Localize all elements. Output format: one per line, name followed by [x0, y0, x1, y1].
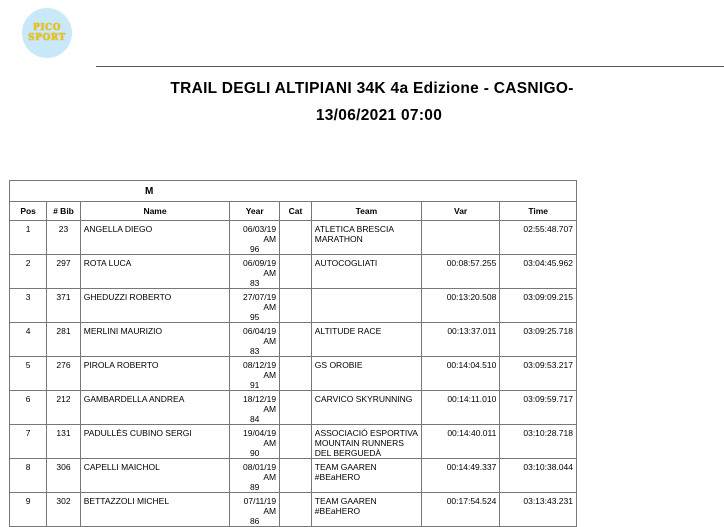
- year-date-value: 08/01/19: [243, 462, 277, 472]
- cell-year: [230, 255, 280, 289]
- cell-name: PADULLÉS CUBINO SERGI: [80, 425, 230, 459]
- cell-var: 00:17:54.524: [421, 493, 499, 527]
- col-header-cat: Cat: [280, 202, 312, 221]
- cell-time: 02:55:48.707: [500, 221, 577, 255]
- cell-pos: 7: [10, 425, 47, 459]
- cell-year: [230, 357, 280, 391]
- cell-pos: 8: [10, 459, 47, 493]
- table-row: [10, 459, 577, 493]
- cell-bib: 281: [47, 323, 81, 357]
- year-date: [233, 326, 276, 346]
- year-ampm: AM: [263, 268, 277, 278]
- cell-bib: 297: [47, 255, 81, 289]
- cell-cat: [280, 391, 312, 425]
- cell-year: [230, 425, 280, 459]
- cell-pos: 1: [10, 221, 47, 255]
- cell-bib: 302: [47, 493, 81, 527]
- table-row: [10, 323, 577, 357]
- table-row: [10, 493, 577, 527]
- cell-var: 00:14:04.510: [421, 357, 499, 391]
- cell-cat: [280, 493, 312, 527]
- cell-year: [230, 289, 280, 323]
- cell-team: CARVICO SKYRUNNING: [311, 391, 421, 425]
- cell-pos: 3: [10, 289, 47, 323]
- year-ampm: AM: [263, 370, 277, 380]
- year-date-value: 06/03/19: [243, 224, 277, 234]
- table-row: [10, 357, 577, 391]
- cell-cat: [280, 289, 312, 323]
- cell-var: 00:14:11.010: [421, 391, 499, 425]
- column-header-row: [10, 202, 577, 221]
- logo-text-line1: PICO: [33, 23, 61, 33]
- year-suffix: 83: [249, 346, 260, 356]
- cell-team: ASSOCIACIÓ ESPORTIVA MOUNTAIN RUNNERS DEL BERGUEDÀ: [311, 425, 421, 459]
- cell-pos: 9: [10, 493, 47, 527]
- year-ampm: AM: [263, 336, 277, 346]
- cell-bib: 371: [47, 289, 81, 323]
- cell-cat: [280, 255, 312, 289]
- header-divider: [96, 66, 724, 67]
- col-header-pos: Pos: [10, 202, 47, 221]
- year-suffix: 89: [249, 482, 260, 492]
- results-body: [10, 221, 577, 527]
- cell-time: 03:10:38.044: [500, 459, 577, 493]
- table-row: [10, 425, 577, 459]
- year-date: [233, 360, 276, 380]
- cell-name: ANGELLA DIEGO: [80, 221, 230, 255]
- cell-cat: [280, 221, 312, 255]
- cell-time: 03:09:59.717: [500, 391, 577, 425]
- year-ampm: AM: [263, 472, 277, 482]
- year-suffix: 84: [249, 414, 260, 424]
- year-suffix: 86: [249, 516, 260, 526]
- cell-name: GHEDUZZI ROBERTO: [80, 289, 230, 323]
- cell-team: [311, 289, 421, 323]
- year-date-value: 08/12/19: [243, 360, 277, 370]
- cell-bib: 212: [47, 391, 81, 425]
- pico-sport-logo: [22, 8, 72, 58]
- col-header-bib: # Bib: [47, 202, 81, 221]
- year-date-value: 19/04/19: [243, 428, 277, 438]
- event-date-time: 13/06/2021 07:00: [315, 107, 443, 124]
- cell-cat: [280, 323, 312, 357]
- year-ampm: AM: [263, 404, 277, 414]
- cell-var: 00:14:40.011: [421, 425, 499, 459]
- year-ampm: AM: [263, 234, 277, 244]
- cell-team: GS OROBIE: [311, 357, 421, 391]
- cell-pos: 4: [10, 323, 47, 357]
- cell-var: 00:13:20.508: [421, 289, 499, 323]
- year-date-value: 18/12/19: [243, 394, 277, 404]
- table-row: [10, 221, 577, 255]
- cell-team: AUTOCOGLIATI: [311, 255, 421, 289]
- year-date: [233, 224, 276, 244]
- year-date: [233, 292, 276, 312]
- cell-bib: 276: [47, 357, 81, 391]
- cell-name: PIROLA ROBERTO: [80, 357, 230, 391]
- cell-time: 03:09:09.215: [500, 289, 577, 323]
- year-date-value: 06/04/19: [243, 326, 277, 336]
- year-date: [233, 394, 276, 414]
- cell-year: [230, 323, 280, 357]
- cell-time: 03:09:25.718: [500, 323, 577, 357]
- year-suffix: 91: [249, 380, 260, 390]
- cell-bib: 23: [47, 221, 81, 255]
- year-date: [233, 462, 276, 482]
- cell-time: 03:13:43.231: [500, 493, 577, 527]
- cell-team: ATLETICA BRESCIA MARATHON: [311, 221, 421, 255]
- col-header-team: Team: [311, 202, 421, 221]
- cell-pos: 6: [10, 391, 47, 425]
- cell-team: TEAM GAAREN #BEaHERO: [311, 459, 421, 493]
- event-title: TRAIL DEGLI ALTIPIANI 34K 4a Edizione - CASNIGO-: [170, 80, 574, 97]
- cell-cat: [280, 425, 312, 459]
- col-header-var: Var: [421, 202, 499, 221]
- cell-time: 03:09:53.217: [500, 357, 577, 391]
- table-row: [10, 255, 577, 289]
- cell-name: ROTA LUCA: [80, 255, 230, 289]
- year-suffix: 90: [249, 448, 260, 458]
- year-date-value: 06/09/19: [243, 258, 277, 268]
- cell-bib: 131: [47, 425, 81, 459]
- cell-var: 00:14:49.337: [421, 459, 499, 493]
- cell-year: [230, 493, 280, 527]
- logo-text-line2: SPORT: [28, 33, 66, 43]
- year-suffix: 83: [249, 278, 260, 288]
- year-date: [233, 496, 276, 516]
- year-date: [233, 258, 276, 278]
- results-table: [9, 180, 577, 527]
- cell-pos: 5: [10, 357, 47, 391]
- year-ampm: AM: [263, 506, 277, 516]
- cell-var: 00:08:57.255: [421, 255, 499, 289]
- cell-var: [421, 221, 499, 255]
- cell-var: 00:13:37.011: [421, 323, 499, 357]
- col-header-time: Time: [500, 202, 577, 221]
- cell-team: ALTITUDE RACE: [311, 323, 421, 357]
- cell-cat: [280, 357, 312, 391]
- cell-name: MERLINI MAURIZIO: [80, 323, 230, 357]
- year-date: [233, 428, 276, 448]
- col-header-name: Name: [80, 202, 230, 221]
- cell-name: BETTAZZOLI MICHEL: [80, 493, 230, 527]
- year-date-value: 07/11/19: [243, 496, 277, 506]
- year-ampm: AM: [263, 302, 277, 312]
- cell-bib: 306: [47, 459, 81, 493]
- col-header-year: Year: [230, 202, 280, 221]
- cell-year: [230, 391, 280, 425]
- category-row: [10, 181, 577, 202]
- year-suffix: 96: [249, 244, 260, 254]
- year-date-value: 27/07/19: [243, 292, 277, 302]
- cell-time: 03:04:45.962: [500, 255, 577, 289]
- cell-pos: 2: [10, 255, 47, 289]
- year-ampm: AM: [263, 438, 277, 448]
- table-row: [10, 391, 577, 425]
- cell-name: GAMBARDELLA ANDREA: [80, 391, 230, 425]
- cell-year: [230, 459, 280, 493]
- table-row: [10, 289, 577, 323]
- cell-cat: [280, 459, 312, 493]
- year-suffix: 95: [249, 312, 260, 322]
- cell-name: CAPELLI MAICHOL: [80, 459, 230, 493]
- cell-year: [230, 221, 280, 255]
- cell-team: TEAM GAAREN #BEaHERO: [311, 493, 421, 527]
- cell-time: 03:10:28.718: [500, 425, 577, 459]
- category-label: M: [10, 181, 577, 202]
